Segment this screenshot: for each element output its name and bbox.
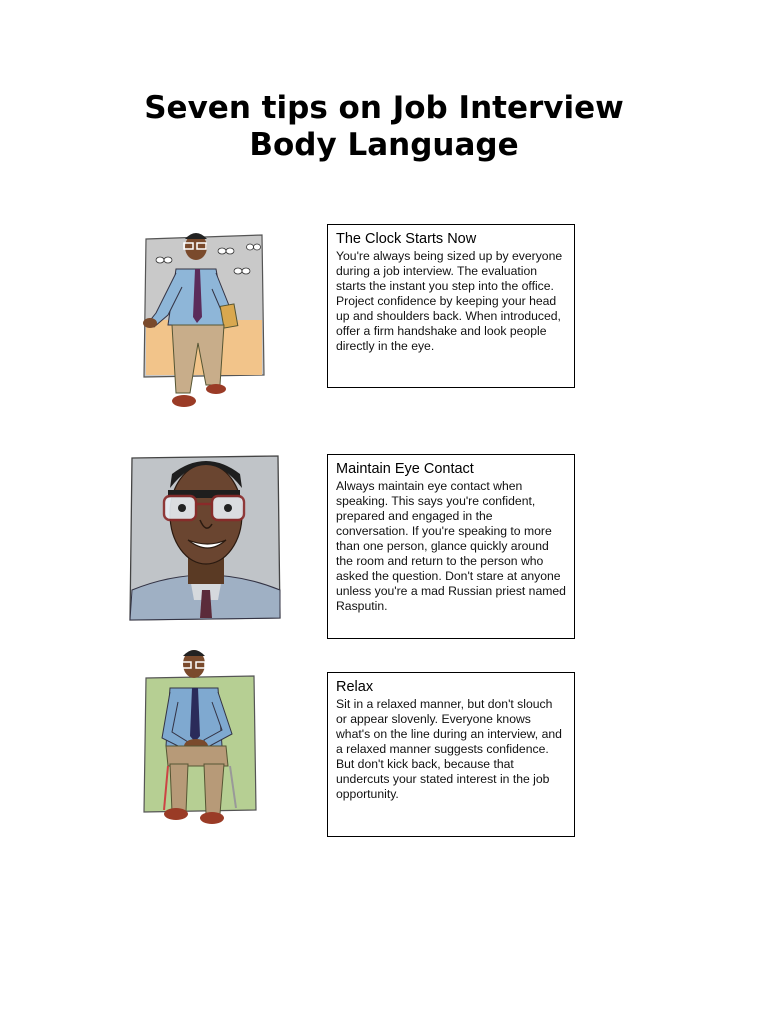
tip-body: Always maintain eye contact when speaking. This says you're confident, prepared and engaged in the conversation. If you're speaking to more than one person, glance quickly around the room and return to the person who asked the question. Don't stare at anyone unless you're a mad Russian priest named Rasputin. <box>336 479 566 613</box>
tip-card-2 <box>327 454 575 639</box>
tip-body: Sit in a relaxed manner, but don't slouch or appear slovenly. Everyone knows what's on the line during an interview, and a relaxed manner suggests confidence. But don't kick back, because that undercuts your stated interest in the job opportunity. <box>336 697 562 801</box>
tip-heading: Relax <box>336 679 374 695</box>
title-line-1: Seven tips on Job Interview <box>144 90 624 126</box>
seated-man-illustration <box>140 642 260 838</box>
tip-card-3 <box>327 672 575 837</box>
walking-man-illustration <box>140 225 270 415</box>
title-line-2: Body Language <box>249 127 519 163</box>
tip-heading: Maintain Eye Contact <box>336 461 474 477</box>
tip-heading: The Clock Starts Now <box>336 231 477 247</box>
tip-body: You're always being sized up by everyone during a job interview. The evaluation starts the instant you step into the office. Project confidence by keeping your head up and shoulders back. When introduced, offer a firm handshake and look people directly in the eye. <box>336 249 563 353</box>
tip-card-1 <box>327 224 575 388</box>
man-portrait-illustration <box>128 440 284 626</box>
page-title <box>0 90 768 164</box>
